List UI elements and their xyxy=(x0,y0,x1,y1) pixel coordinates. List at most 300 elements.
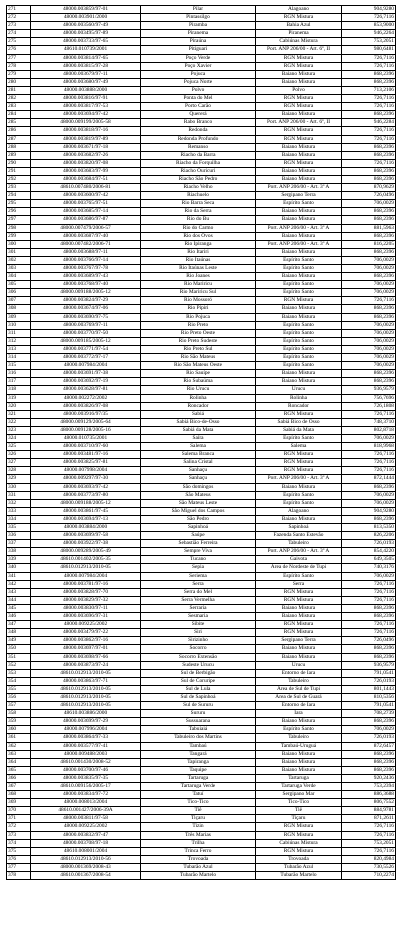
stream-cell: Trovoada xyxy=(256,855,342,863)
field-name-cell: Riacho Ouricuri xyxy=(141,167,256,175)
stream-cell: Port. ANP 206/00 - Art. 3º A xyxy=(256,548,342,556)
table-row xyxy=(7,62,396,70)
process-number-cell: 48000.009128/2005-16 xyxy=(31,426,141,434)
process-number-cell: 48000.003694/97-42 xyxy=(31,111,141,119)
row-number-cell: 271 xyxy=(7,6,31,14)
table-row xyxy=(7,402,396,410)
price-cell: 886,3688 xyxy=(342,791,396,799)
stream-cell: Tubarão Azul xyxy=(256,863,342,871)
stream-cell: Baiano Mistura xyxy=(256,653,342,661)
field-name-cell: Serra Vermelha xyxy=(141,596,256,604)
process-number-cell: 48000.007984/2004 xyxy=(31,572,141,580)
stream-cell: Port. ANP 206/00 - Art. 6º, II xyxy=(256,46,342,54)
field-name-cell: Trovoada xyxy=(141,855,256,863)
process-number-cell: 48610.012913/2010-05 xyxy=(31,685,141,693)
price-cell: 868,2396 xyxy=(342,604,396,612)
table-row xyxy=(7,710,396,718)
row-number-cell: 375 xyxy=(7,847,31,855)
stream-cell: Baiano Mistura xyxy=(256,273,342,281)
stream-cell: Espírito Santo xyxy=(256,265,342,273)
stream-cell: Espírito Santo xyxy=(256,321,342,329)
row-number-cell: 353 xyxy=(7,669,31,677)
stream-cell: Sabiá Bico de Osso xyxy=(256,418,342,426)
stream-cell: Tambaú-Uruguá xyxy=(256,742,342,750)
row-number-cell: 298 xyxy=(7,224,31,232)
process-number-cell: 48000.010735/2001 xyxy=(31,434,141,442)
table-row xyxy=(7,839,396,847)
price-cell: 726,7116 xyxy=(342,467,396,475)
price-cell: 868,2396 xyxy=(342,370,396,378)
row-number-cell: 364 xyxy=(7,758,31,766)
stream-cell: Entorno de Iara xyxy=(256,702,342,710)
row-number-cell: 286 xyxy=(7,127,31,135)
process-number-cell: 48000.003834/97-72 xyxy=(31,791,141,799)
process-number-cell: 48000.003710/97-60 xyxy=(31,443,141,451)
process-number-cell: 48000.003674/97-06 xyxy=(31,305,141,313)
price-cell: 713,2106 xyxy=(342,86,396,94)
price-cell: 706,0029 xyxy=(342,499,396,507)
price-cell: 706,0029 xyxy=(342,200,396,208)
field-name-cell: Tiê xyxy=(141,807,256,815)
row-number-cell: 331 xyxy=(7,491,31,499)
stream-cell: Baiano Mistura xyxy=(256,313,342,321)
row-number-cell: 290 xyxy=(7,159,31,167)
field-name-cell: Rio Subaúma xyxy=(141,378,256,386)
row-number-cell: 295 xyxy=(7,200,31,208)
stream-cell: Espírito Santo xyxy=(256,200,342,208)
field-name-cell: Piramba xyxy=(141,22,256,30)
price-cell: 791,0541 xyxy=(342,669,396,677)
row-number-cell: 334 xyxy=(7,515,31,523)
process-number-cell: 48000.003769/97-11 xyxy=(31,321,141,329)
data-table xyxy=(6,5,396,880)
table-row xyxy=(7,119,396,127)
table-row xyxy=(7,192,396,200)
row-number-cell: 338 xyxy=(7,548,31,556)
price-cell: 868,2396 xyxy=(342,750,396,758)
field-name-cell: Ponta do Mel xyxy=(141,95,256,103)
field-name-cell: Sapinhoá xyxy=(141,524,256,532)
price-cell: 868,2396 xyxy=(342,483,396,491)
table-row xyxy=(7,540,396,548)
table-row xyxy=(7,734,396,742)
process-number-cell: 48610.001402/2005-35 xyxy=(31,556,141,564)
process-number-cell: 48000.003818/97-16 xyxy=(31,127,141,135)
process-number-cell: 48000.003766/97-14 xyxy=(31,256,141,264)
price-cell: 936,9579 xyxy=(342,661,396,669)
stream-cell: Baiano Mistura xyxy=(256,645,342,653)
table-row xyxy=(7,265,396,273)
field-name-cell: Sul de Sapinhoá xyxy=(141,693,256,701)
stream-cell: Urucu xyxy=(256,386,342,394)
table-row xyxy=(7,750,396,758)
process-number-cell: 48000.003560/97-49 xyxy=(31,22,141,30)
table-body xyxy=(7,6,396,880)
row-number-cell: 304 xyxy=(7,273,31,281)
stream-cell: RGN Mistura xyxy=(256,629,342,637)
table-row xyxy=(7,548,396,556)
price-cell: 726,7116 xyxy=(342,103,396,111)
row-number-cell: 285 xyxy=(7,119,31,127)
stream-cell: RGN Mistura xyxy=(256,159,342,167)
process-number-cell: 48000.003888/2000 xyxy=(31,86,141,94)
price-cell: 813,5350 xyxy=(342,524,396,532)
row-number-cell: 377 xyxy=(7,863,31,871)
price-cell: 868,2396 xyxy=(342,305,396,313)
process-number-cell: 48000.003830/97-11 xyxy=(31,604,141,612)
table-row xyxy=(7,127,396,135)
price-cell: 726,7116 xyxy=(342,847,396,855)
field-name-cell: Rio São Mateus Oeste xyxy=(141,362,256,370)
field-name-cell: Sul de Lula xyxy=(141,685,256,693)
price-cell: 868,2396 xyxy=(342,175,396,183)
field-name-cell: Rio Sauípe xyxy=(141,370,256,378)
price-cell: 706,0029 xyxy=(342,337,396,345)
process-number-cell: 48000.009225/2002 xyxy=(31,621,141,629)
process-number-cell: 48000.003863/97-71 xyxy=(31,677,141,685)
price-cell: 726,7116 xyxy=(342,831,396,839)
table-row xyxy=(7,410,396,418)
stream-cell: Espírito Santo xyxy=(256,499,342,507)
table-row xyxy=(7,362,396,370)
process-number-cell: 48610.001367/2008-54 xyxy=(31,872,141,880)
row-number-cell: 357 xyxy=(7,702,31,710)
stream-cell: Baiano Mistura xyxy=(256,378,342,386)
process-number-cell: 48610.001427/2006-39A xyxy=(31,807,141,815)
row-number-cell: 373 xyxy=(7,831,31,839)
table-row xyxy=(7,702,396,710)
row-number-cell: 287 xyxy=(7,135,31,143)
process-number-cell: 48000.003682/97-26 xyxy=(31,151,141,159)
price-cell: 868,2396 xyxy=(342,645,396,653)
table-row xyxy=(7,297,396,305)
field-name-cell: Socorro Extensão xyxy=(141,653,256,661)
table-row xyxy=(7,78,396,86)
price-cell: 904,9280 xyxy=(342,6,396,14)
stream-cell: Baiano Mistura xyxy=(256,483,342,491)
process-number-cell: 48000.009188/2005-12 xyxy=(31,499,141,507)
stream-cell: Baiano Mistura xyxy=(256,766,342,774)
table-row xyxy=(7,175,396,183)
stream-cell: RGN Mistura xyxy=(256,823,342,831)
stream-cell: Serra xyxy=(256,580,342,588)
table-row xyxy=(7,774,396,782)
field-name-cell: Rio da Serra xyxy=(141,208,256,216)
price-cell: 868,2396 xyxy=(342,248,396,256)
table-row xyxy=(7,159,396,167)
field-name-cell: Tico-Tico xyxy=(141,799,256,807)
price-cell: 868,2396 xyxy=(342,515,396,523)
field-name-cell: Rio Ipiranga xyxy=(141,240,256,248)
stream-cell: Baiano Mistura xyxy=(256,248,342,256)
process-number-cell: 48000.003901/2000 xyxy=(31,14,141,22)
stream-cell: Espírito Santo xyxy=(256,289,342,297)
table-row xyxy=(7,386,396,394)
table-row xyxy=(7,524,396,532)
field-name-cell: Sebastião Ferreira xyxy=(141,540,256,548)
process-number-cell: 48000.003767/97-78 xyxy=(31,265,141,273)
row-number-cell: 329 xyxy=(7,475,31,483)
field-name-cell: Poço Verde xyxy=(141,54,256,62)
field-name-cell: Rio Mariricu xyxy=(141,281,256,289)
table-row xyxy=(7,872,396,880)
stream-cell: Bahia Azul xyxy=(256,22,342,30)
stream-cell: RGN Mistura xyxy=(256,621,342,629)
price-cell: 726,7116 xyxy=(342,54,396,62)
process-number-cell: 48000.003694/97-13 xyxy=(31,515,141,523)
row-number-cell: 369 xyxy=(7,799,31,807)
stream-cell: Tabuleiro xyxy=(256,540,342,548)
row-number-cell: 272 xyxy=(7,14,31,22)
price-cell: 753,2051 xyxy=(342,839,396,847)
row-number-cell: 371 xyxy=(7,815,31,823)
row-number-cell: 344 xyxy=(7,596,31,604)
stream-cell: Tiçaru xyxy=(256,815,342,823)
table-row xyxy=(7,38,396,46)
field-name-cell: Rio Pipiri xyxy=(141,305,256,313)
stream-cell: RGN Mistura xyxy=(256,135,342,143)
field-name-cell: Rio Itariri xyxy=(141,248,256,256)
process-number-cell: 48000.007996/2004 xyxy=(31,726,141,734)
table-row xyxy=(7,273,396,281)
field-name-cell: São Miguel dos Campos xyxy=(141,507,256,515)
stream-cell: Tubarão Martelo xyxy=(256,872,342,880)
row-number-cell: 301 xyxy=(7,248,31,256)
row-number-cell: 339 xyxy=(7,556,31,564)
field-name-cell: Sabiá Bico-de-Osso xyxy=(141,418,256,426)
stream-cell: RGN Mistura xyxy=(256,847,342,855)
price-cell: 868,2396 xyxy=(342,653,396,661)
row-number-cell: 328 xyxy=(7,467,31,475)
field-name-cell: Taquipe xyxy=(141,766,256,774)
field-name-cell: Tizin xyxy=(141,823,256,831)
field-name-cell: Trinca Ferro xyxy=(141,847,256,855)
table-row xyxy=(7,451,396,459)
row-number-cell: 291 xyxy=(7,167,31,175)
process-number-cell: 48000.003835/97-35 xyxy=(31,774,141,782)
row-number-cell: 323 xyxy=(7,426,31,434)
field-name-cell: Saúpe xyxy=(141,532,256,540)
process-number-cell: 48000.003577/97-41 xyxy=(31,742,141,750)
row-number-cell: 343 xyxy=(7,588,31,596)
row-number-cell: 296 xyxy=(7,208,31,216)
row-number-cell: 288 xyxy=(7,143,31,151)
process-number-cell: 48000.003816/97-91 xyxy=(31,95,141,103)
stream-cell: Baiano Mistura xyxy=(256,613,342,621)
field-name-cell: São domingos xyxy=(141,483,256,491)
table-row xyxy=(7,613,396,621)
table-row xyxy=(7,216,396,224)
process-number-cell: 48610.010739/2001 xyxy=(31,46,141,54)
row-number-cell: 332 xyxy=(7,499,31,507)
process-number-cell: 48000.003884/2000 xyxy=(31,524,141,532)
table-row xyxy=(7,6,396,14)
row-number-cell: 358 xyxy=(7,710,31,718)
row-number-cell: 310 xyxy=(7,321,31,329)
row-number-cell: 342 xyxy=(7,580,31,588)
price-cell: 726,7116 xyxy=(342,823,396,831)
field-name-cell: Rio do Bu xyxy=(141,216,256,224)
table-row xyxy=(7,418,396,426)
process-number-cell: 48000.003820/97-08 xyxy=(31,159,141,167)
table-row xyxy=(7,443,396,451)
price-cell: 801,1443 xyxy=(342,685,396,693)
process-number-cell: 48000.002272/2002 xyxy=(31,394,141,402)
row-number-cell: 302 xyxy=(7,256,31,264)
process-number-cell: 48000.003817/97-53 xyxy=(31,103,141,111)
field-name-cell: Saíra xyxy=(141,434,256,442)
price-cell: 726,7116 xyxy=(342,297,396,305)
row-number-cell: 370 xyxy=(7,807,31,815)
stream-cell: Espírito Santo xyxy=(256,726,342,734)
process-number-cell: 48000.003781/97-16 xyxy=(31,580,141,588)
table-row xyxy=(7,507,396,515)
field-name-cell: Sabiá da Mata xyxy=(141,426,256,434)
price-cell: 706,0029 xyxy=(342,726,396,734)
price-cell: 726,7116 xyxy=(342,621,396,629)
table-row xyxy=(7,499,396,507)
table-row xyxy=(7,564,396,572)
table-row xyxy=(7,807,396,815)
field-name-cell: Tabuleiro dos Martins xyxy=(141,734,256,742)
stream-cell: Espírito Santo xyxy=(256,256,342,264)
process-number-cell: 48000.003628/97-81 xyxy=(31,386,141,394)
row-number-cell: 368 xyxy=(7,791,31,799)
process-number-cell: 48000.003819/97-89 xyxy=(31,135,141,143)
price-cell: 730,5526 xyxy=(342,863,396,871)
table-row xyxy=(7,184,396,192)
field-name-cell: Tatuí xyxy=(141,791,256,799)
process-number-cell: 48000.003686/97-87 xyxy=(31,216,141,224)
field-name-cell: Sesmaria xyxy=(141,613,256,621)
process-number-cell: 48000.003481/97-16 xyxy=(31,451,141,459)
table-row xyxy=(7,345,396,353)
field-name-cell: São Mateus Leste xyxy=(141,499,256,507)
process-number-cell: 48000.003697/97-01 xyxy=(31,645,141,653)
row-number-cell: 294 xyxy=(7,192,31,200)
table-row xyxy=(7,434,396,442)
table-row xyxy=(7,815,396,823)
table-row xyxy=(7,54,396,62)
field-name-cell: Pintassilgo xyxy=(141,14,256,22)
price-cell: 868,2396 xyxy=(342,143,396,151)
process-number-cell: 48000.003765/97-51 xyxy=(31,200,141,208)
price-cell: 706,0029 xyxy=(342,281,396,289)
stream-cell: Baiano Mistura xyxy=(256,111,342,119)
field-name-cell: Sussuarana xyxy=(141,718,256,726)
process-number-cell: 48610.012913/2010-05 xyxy=(31,693,141,701)
row-number-cell: 351 xyxy=(7,653,31,661)
table-row xyxy=(7,86,396,94)
stream-cell: RGN Mistura xyxy=(256,62,342,70)
table-row xyxy=(7,661,396,669)
table-row xyxy=(7,621,396,629)
row-number-cell: 313 xyxy=(7,345,31,353)
field-name-cell: Sul de Berbigão xyxy=(141,669,256,677)
field-name-cell: Rio Urucu xyxy=(141,386,256,394)
price-cell: 726,7116 xyxy=(342,629,396,637)
table-row xyxy=(7,459,396,467)
stream-cell: Tabuleiro xyxy=(256,677,342,685)
price-cell: 726,7116 xyxy=(342,588,396,596)
row-number-cell: 335 xyxy=(7,524,31,532)
table-row xyxy=(7,30,396,38)
price-cell: 868,2396 xyxy=(342,613,396,621)
stream-cell: Sergipano Terra xyxy=(256,637,342,645)
row-number-cell: 350 xyxy=(7,645,31,653)
stream-cell: Port. ANP 206/00 - Art. 3º A xyxy=(256,475,342,483)
field-name-cell: Rio São Mateus xyxy=(141,354,256,362)
table-row xyxy=(7,337,396,345)
row-number-cell: 362 xyxy=(7,742,31,750)
stream-cell: RGN Mistura xyxy=(256,596,342,604)
row-number-cell: 330 xyxy=(7,483,31,491)
stream-cell: Baiano Mistura xyxy=(256,78,342,86)
process-number-cell: 48000.003859/97-01 xyxy=(31,6,141,14)
table-row xyxy=(7,208,396,216)
stream-cell: RGN Mistura xyxy=(256,95,342,103)
price-cell: 706,0029 xyxy=(342,265,396,273)
table-row xyxy=(7,248,396,256)
stream-cell: RGN Mistura xyxy=(256,410,342,418)
table-row xyxy=(7,629,396,637)
field-name-cell: Três Marias xyxy=(141,831,256,839)
stream-cell: Fazenda Santo Estevão xyxy=(256,532,342,540)
stream-cell: Espírito Santo xyxy=(256,491,342,499)
process-number-cell: 48000.007998/2004 xyxy=(31,467,141,475)
price-cell: 710,2274 xyxy=(342,872,396,880)
field-name-cell: Rio dos Ovos xyxy=(141,232,256,240)
field-name-cell: Serra do Mel xyxy=(141,588,256,596)
price-cell: 816,2205 xyxy=(342,240,396,248)
field-name-cell: Sururu xyxy=(141,710,256,718)
price-cell: 868,2396 xyxy=(342,208,396,216)
field-name-cell: Porto Carão xyxy=(141,103,256,111)
row-number-cell: 297 xyxy=(7,216,31,224)
stream-cell: Sabiá da Mata xyxy=(256,426,342,434)
stream-cell: Tiê xyxy=(256,807,342,815)
table-row xyxy=(7,321,396,329)
table-row xyxy=(7,103,396,111)
table-row xyxy=(7,758,396,766)
price-cell: 872,1444 xyxy=(342,475,396,483)
process-number-cell: 48000.003828/97-70 xyxy=(31,588,141,596)
table-row xyxy=(7,491,396,499)
table-row xyxy=(7,354,396,362)
price-cell: 868,2396 xyxy=(342,718,396,726)
field-name-cell: Rio Mariricu Sul xyxy=(141,289,256,297)
price-cell: 868,2396 xyxy=(342,273,396,281)
field-name-cell: Salema xyxy=(141,443,256,451)
field-name-cell: Sudeste Urucu xyxy=(141,661,256,669)
stream-cell: Tartaruga xyxy=(256,774,342,782)
stream-cell: Espírito Santo xyxy=(256,337,342,345)
process-number-cell: 48000.003679/97-11 xyxy=(31,70,141,78)
price-cell: 756,7696 xyxy=(342,394,396,402)
stream-cell: Espírito Santo xyxy=(256,362,342,370)
table-row xyxy=(7,240,396,248)
field-name-cell: Sabiá xyxy=(141,410,256,418)
row-number-cell: 277 xyxy=(7,54,31,62)
table-row xyxy=(7,281,396,289)
process-number-cell: 48000.007984/2004 xyxy=(31,362,141,370)
field-name-cell: Riachuelo xyxy=(141,192,256,200)
process-number-cell: 48000.003699/97-29 xyxy=(31,718,141,726)
row-number-cell: 378 xyxy=(7,872,31,880)
table-row xyxy=(7,532,396,540)
field-name-cell: Tubarão Azul xyxy=(141,863,256,871)
process-number-cell: 48000.003815/97-28 xyxy=(31,62,141,70)
